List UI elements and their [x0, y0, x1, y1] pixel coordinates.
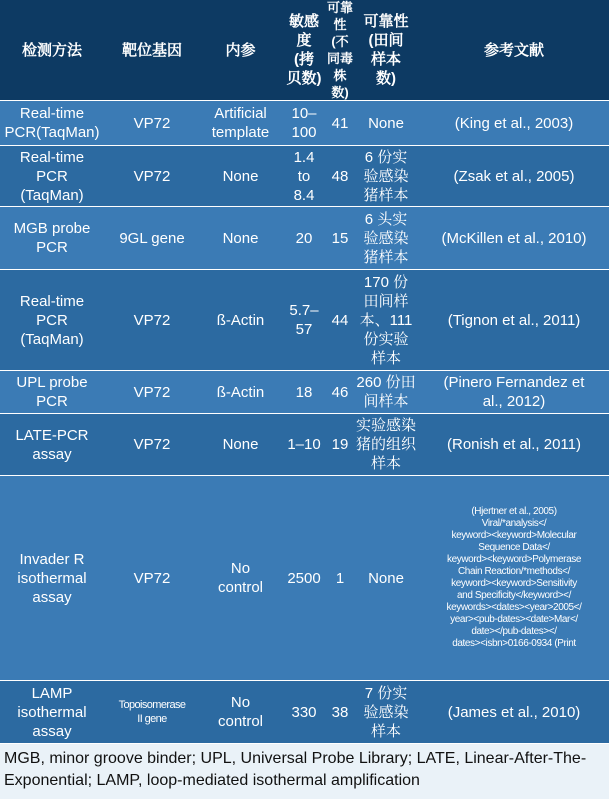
cell-method: MGB probe PCR — [13, 220, 91, 256]
cell-method: Invader R isothermal assay — [17, 550, 87, 606]
cell-target: VP72 — [133, 114, 171, 132]
cell-strains: 1 — [335, 569, 345, 587]
table-row — [0, 270, 609, 371]
header-sensitivity: 敏感度 (拷 贝数) — [286, 13, 322, 87]
header-internal-control: 内参 — [225, 41, 256, 59]
cell-internal: Artificial template — [211, 105, 270, 141]
cell-sensitivity: 330 — [291, 703, 317, 721]
cell-strains: 44 — [331, 311, 349, 329]
cell-field: 6 份实 验感染 猪样本 — [363, 148, 409, 204]
cell-sensitivity: 18 — [295, 383, 313, 401]
table-row — [0, 371, 609, 414]
cell-field: 170 份 田间样 本、111 份实验 样本 — [359, 273, 413, 367]
cell-method: Real-time PCR (TaqMan) — [19, 292, 85, 348]
cell-field: None — [368, 569, 404, 587]
cell-internal: ß-Actin — [216, 383, 265, 401]
cell-strains: 15 — [331, 229, 349, 247]
header-reference: 参考文献 — [483, 41, 544, 59]
cell-sensitivity: 1–10 — [287, 436, 321, 453]
cell-field: 260 份田 间样本 — [356, 374, 416, 410]
cell-internal: No control — [217, 560, 264, 596]
cell-sensitivity: 10– 100 — [291, 105, 317, 141]
cell-sensitivity: 5.7– 57 — [289, 302, 319, 338]
cell-strains: 46 — [331, 383, 349, 401]
table-row — [0, 146, 609, 207]
cell-reference: (Hjertner et al., 2005) Viral/*analysis</ keyword><keyword>Molecular Sequence Data</ keyword><keyword>Polymerase Chain Reaction/*methods</ keyword><keyword>Sensitivity and Specificity</keyword></ keywords><dates><year>2005</ year><pub-dates><date>Mar</ date></pub-dates></ dates><isbn>0166-0934 (Print — [446, 506, 582, 649]
cell-strains: 19 — [331, 436, 349, 453]
cell-field: 6 头实 验感染 猪样本 — [363, 210, 409, 266]
cell-internal: No control — [217, 694, 264, 730]
table-header-row — [0, 0, 609, 101]
cell-reference: (McKillen et al., 2010) — [441, 229, 587, 247]
cell-internal: None — [222, 167, 259, 185]
cell-target: VP72 — [133, 383, 171, 401]
cell-target: Topoisomerase II gene — [118, 699, 186, 725]
cell-sensitivity: 20 — [295, 229, 313, 247]
cell-target: VP72 — [133, 569, 171, 587]
cell-target: 9GL gene — [119, 229, 185, 247]
table-row — [0, 476, 609, 681]
header-target-gene: 靶位基因 — [121, 41, 182, 59]
cell-reference: (Pinero Fernandez et al., 2012) — [443, 374, 585, 410]
cell-reference: (Tignon et al., 2011) — [447, 311, 581, 329]
cell-method: LATE-PCR assay — [15, 426, 89, 463]
cell-field: 实验感染 猪的组织 样本 — [355, 417, 416, 472]
cell-method: UPL probe PCR — [16, 374, 88, 410]
table-footnote: MGB, minor groove binder; UPL, Universal Probe Library; LATE, Linear-After-The-Exponential; LAMP, loop-mediated isothermal amplification — [0, 744, 609, 799]
cell-internal: None — [222, 229, 259, 247]
header-reliability-field: 可靠性 (田间 样本 数) — [363, 13, 409, 87]
cell-internal: None — [222, 436, 259, 453]
header-method: 检测方法 — [21, 41, 82, 59]
header-reliability-strains: 可靠性 (不 同毒 株 数) — [327, 0, 354, 100]
cell-field: None — [368, 114, 404, 132]
cell-target: VP72 — [133, 436, 171, 453]
cell-target: VP72 — [133, 311, 171, 329]
cell-target: VP72 — [133, 167, 171, 185]
cell-method: Real-time PCR (TaqMan) — [19, 148, 85, 204]
cell-reference: (Ronish et al., 2011) — [447, 436, 581, 453]
table-row — [0, 681, 609, 744]
cell-strains: 41 — [331, 114, 349, 132]
cell-reference: (King et al., 2003) — [454, 114, 574, 132]
cell-reference: (Zsak et al., 2005) — [453, 167, 575, 185]
cell-internal: ß-Actin — [216, 311, 265, 329]
table-row — [0, 207, 609, 270]
cell-strains: 38 — [331, 703, 349, 721]
cell-sensitivity: 2500 — [287, 569, 321, 587]
table-row — [0, 414, 609, 476]
cell-strains: 48 — [331, 167, 349, 185]
cell-field: 7 份实 验感染 样本 — [363, 684, 409, 740]
cell-sensitivity: 1.4 to 8.4 — [293, 148, 315, 204]
cell-method: Real-time PCR(TaqMan) — [4, 105, 100, 141]
table-row — [0, 101, 609, 146]
cell-reference: (James et al., 2010) — [447, 703, 581, 721]
cell-method: LAMP isothermal assay — [17, 684, 87, 740]
